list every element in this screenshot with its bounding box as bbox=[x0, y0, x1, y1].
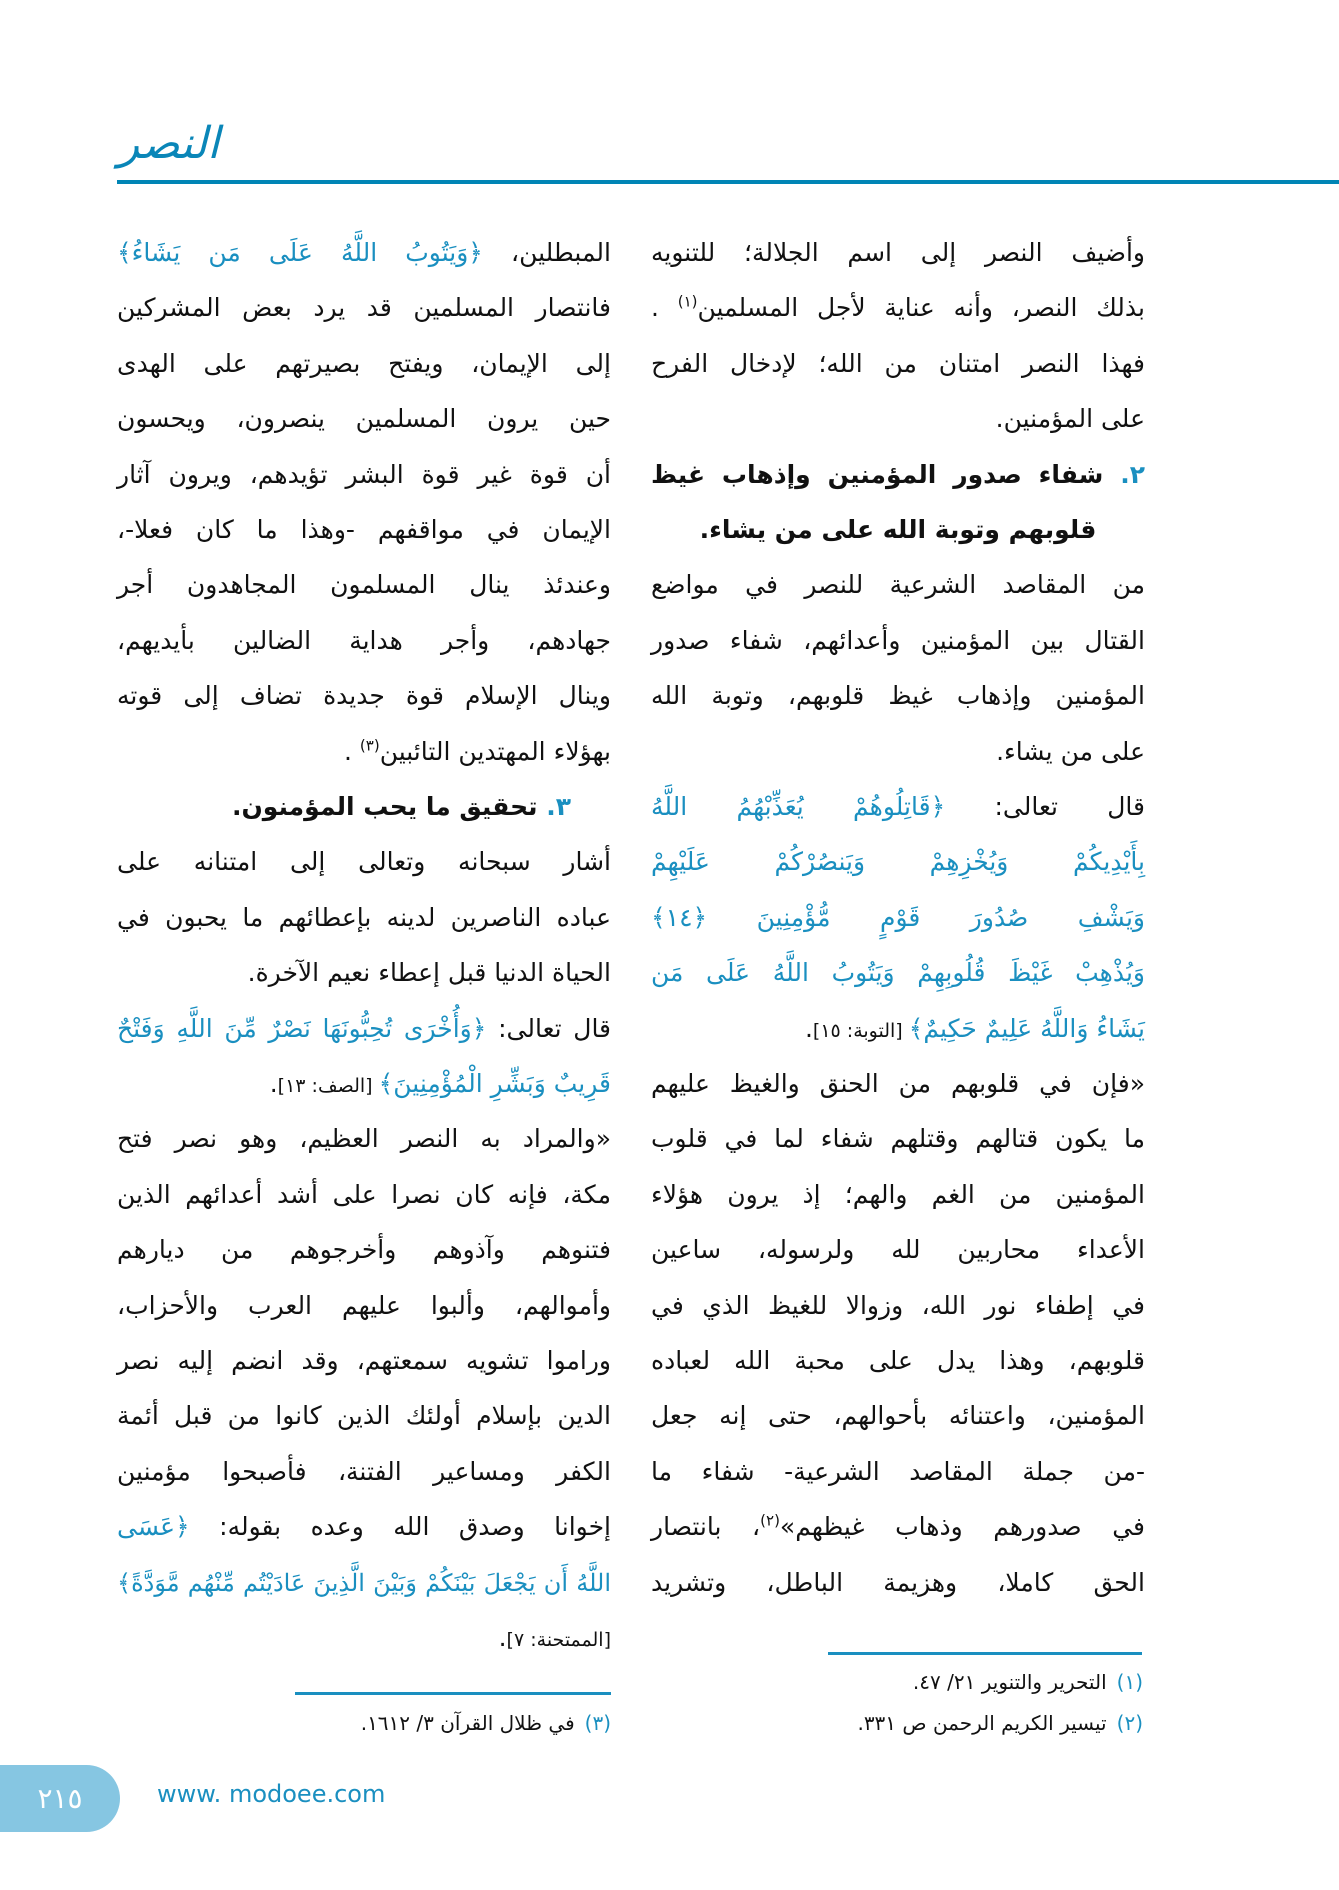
verse-reference: [الممتحنة: ٧] bbox=[506, 1629, 611, 1651]
text-segment: فانتصار المسلمين قد يرد بعض المشركين bbox=[117, 293, 611, 323]
text-line bbox=[117, 283, 611, 333]
text-line bbox=[651, 1558, 1145, 1608]
quran-verse: قَرِيبٌ وَبَشِّرِ الْمُؤْمِنِينَ﴾ bbox=[378, 1069, 611, 1098]
text-line bbox=[117, 1502, 611, 1552]
text-line bbox=[651, 450, 1145, 500]
footnote-number: (١) bbox=[1116, 1670, 1143, 1694]
footnote-3 bbox=[361, 1711, 611, 1735]
footnote-1 bbox=[913, 1670, 1143, 1694]
quran-verse: وَيَشْفِ صُدُورَ قَوْمٍ مُّؤْمِنِينَ ﴿١٤﴾ bbox=[651, 902, 1145, 932]
text-line bbox=[651, 1281, 1145, 1331]
quran-verse: اللَّهُ أَن يَجْعَلَ بَيْنَكُمْ وَبَيْنَ الَّذِينَ عَادَيْتُم مِّنْهُم مَّوَدَّةً﴾ bbox=[117, 1568, 611, 1597]
text-line bbox=[117, 1336, 611, 1386]
text-line bbox=[117, 1225, 611, 1275]
footnote-separator-right bbox=[828, 1652, 1142, 1655]
text-line bbox=[117, 782, 611, 832]
text-line bbox=[117, 616, 611, 666]
text-segment: وراموا تشويه سمعتهم، وقد انضم إليه نصر bbox=[117, 1346, 611, 1375]
quran-verse: وَيُذْهِبْ غَيْظَ قُلُوبِهِمْ وَيَتُوبُ اللَّهُ عَلَى مَن bbox=[651, 958, 1145, 988]
text-line bbox=[651, 1004, 1145, 1054]
text-line bbox=[117, 727, 611, 777]
section-number: ٢. bbox=[1103, 459, 1146, 489]
text-line bbox=[117, 505, 611, 555]
text-line bbox=[651, 1170, 1145, 1220]
chapter-title: النصر bbox=[118, 118, 220, 169]
text-segment: بهؤلاء المهتدين التائبين bbox=[379, 736, 611, 766]
text-segment: قلوبهم، وهذا يدل على محبة الله لعباده bbox=[651, 1346, 1145, 1375]
text-line bbox=[651, 1447, 1145, 1497]
website-link[interactable]: www. modoee.com bbox=[157, 1780, 386, 1808]
text-segment: الحق كاملا، وهزيمة الباطل، وتشريد bbox=[651, 1567, 1145, 1597]
text-line bbox=[651, 1502, 1145, 1552]
footnote-number: (٢) bbox=[1116, 1711, 1143, 1735]
text-segment: في إطفاء نور الله، وزوالا للغيظ الذي في bbox=[651, 1290, 1145, 1320]
text-segment: على من يشاء. bbox=[996, 736, 1145, 766]
text-segment: الإيمان في مواقفهم -وهذا ما كان فعلا-، bbox=[117, 515, 611, 544]
text-line bbox=[117, 1281, 611, 1331]
header-rule bbox=[117, 180, 1339, 184]
text-line bbox=[117, 1558, 611, 1608]
text-line bbox=[117, 339, 611, 389]
text-segment: «والمراد به النصر العظيم، وهو نصر فتح bbox=[117, 1124, 611, 1154]
text-line bbox=[117, 1114, 611, 1164]
text-line bbox=[117, 394, 611, 444]
text-segment: الحياة الدنيا قبل إعطاء نعيم الآخرة. bbox=[247, 958, 611, 988]
text-line bbox=[651, 1225, 1145, 1275]
text-line bbox=[117, 1447, 611, 1497]
text-segment: الدين بإسلام أولئك الذين كانوا من قبل أئمة bbox=[117, 1401, 611, 1431]
text-line bbox=[117, 228, 611, 278]
footnote-marker: (٢) bbox=[760, 1511, 780, 1530]
text-segment: إلى الإيمان، ويفتح بصيرتهم على الهدى bbox=[117, 348, 611, 378]
text-segment: ما يكون قتالهم وقتلهم شفاء لما في قلوب bbox=[651, 1124, 1145, 1154]
text-line bbox=[651, 1391, 1145, 1441]
text-line bbox=[117, 837, 611, 887]
text-line bbox=[651, 1336, 1145, 1386]
text-line bbox=[651, 616, 1145, 666]
text-segment: تحقيق ما يحب المؤمنون. bbox=[231, 792, 538, 821]
text-segment: . bbox=[498, 1623, 507, 1652]
text-line bbox=[651, 394, 1145, 444]
text-segment: حين يرون المسلمين ينصرون، ويحسون bbox=[117, 404, 611, 434]
text-line bbox=[117, 1170, 611, 1220]
text-line bbox=[117, 560, 611, 610]
quran-verse: بِأَيْدِيكُمْ وَيُخْزِهِمْ وَيَنصُرْكُمْ عَلَيْهِمْ bbox=[651, 847, 1145, 877]
text-segment: على المؤمنين. bbox=[995, 404, 1145, 434]
text-segment: إخوانا وصدق الله وعده بقوله: bbox=[189, 1512, 611, 1542]
quran-verse: يَشَاءُ وَاللَّهُ عَلِيمٌ حَكِيمٌ﴾ bbox=[908, 1013, 1145, 1043]
text-line bbox=[651, 837, 1145, 887]
quran-verse: ﴿وَأُخْرَى تُحِبُّونَهَا نَصْرٌ مِّنَ اللَّهِ وَفَتْحٌ bbox=[117, 1013, 487, 1043]
footnote-marker: (٣) bbox=[359, 736, 380, 755]
text-segment: القتال بين المؤمنين وأعدائهم، شفاء صدور bbox=[651, 625, 1145, 655]
text-segment: وأضيف النصر إلى اسم الجلالة؛ للتنويه bbox=[651, 238, 1145, 267]
text-segment: فهذا النصر امتنان من الله؛ لإدخال الفرح bbox=[651, 348, 1145, 378]
quran-verse: ﴿وَيَتُوبُ اللَّهُ عَلَى مَن يَشَاءُ﴾ bbox=[117, 238, 483, 267]
text-line bbox=[117, 1004, 611, 1054]
text-line bbox=[117, 450, 611, 500]
text-line bbox=[117, 671, 611, 721]
text-line bbox=[117, 1391, 611, 1441]
text-segment: وأموالهم، وألبوا عليهم العرب والأحزاب، bbox=[117, 1290, 611, 1320]
text-segment: وينال الإسلام قوة جديدة تضاف إلى قوته bbox=[117, 681, 611, 711]
text-segment: المؤمنين من الغم والهم؛ إذ يرون هؤلاء bbox=[651, 1179, 1145, 1209]
text-segment: . bbox=[344, 736, 360, 766]
text-line bbox=[651, 1059, 1145, 1109]
text-line bbox=[117, 1059, 611, 1109]
text-segment: وعندئذ ينال المسلمون المجاهدون أجر bbox=[117, 570, 611, 600]
text-segment: مكة، فإنه كان نصرا على أشد أعدائهم الذين bbox=[117, 1179, 611, 1209]
text-line bbox=[117, 1613, 611, 1663]
verse-reference: [الصف: ١٣] bbox=[277, 1075, 379, 1097]
text-segment: المؤمنين وإذهاب غيظ قلوبهم، وتوبة الله bbox=[651, 681, 1145, 711]
text-segment: في صدورهم وذهاب غيظهم» bbox=[779, 1512, 1145, 1542]
text-segment: المبطلين، bbox=[482, 238, 611, 267]
page-number: ٢١٥ bbox=[0, 1765, 120, 1832]
footnote-text: تيسير الكريم الرحمن ص ٣٣١. bbox=[857, 1711, 1107, 1735]
text-segment: . bbox=[651, 293, 678, 323]
text-segment: . bbox=[269, 1069, 278, 1098]
text-line bbox=[117, 893, 611, 943]
text-segment: -من جملة المقاصد الشرعية- شفاء ما bbox=[651, 1456, 1145, 1486]
text-line bbox=[651, 339, 1145, 389]
text-segment: الكفر ومساعير الفتنة، فأصبحوا مؤمنين bbox=[117, 1456, 611, 1486]
footnote-text: التحرير والتنوير ٢١/ ٤٧. bbox=[912, 1670, 1107, 1694]
text-line bbox=[651, 560, 1145, 610]
text-segment: «فإن في قلوبهم من الحنق والغيظ عليهم bbox=[651, 1069, 1145, 1098]
text-segment: شفاء صدور المؤمنين وإذهاب غيظ bbox=[651, 459, 1104, 489]
text-segment: فتنوهم وآذوهم وأخرجوهم من ديارهم bbox=[117, 1235, 611, 1265]
quran-verse: ﴿قَاتِلُوهُمْ يُعَذِّبْهُمُ اللَّهُ bbox=[651, 792, 946, 821]
footnote-2 bbox=[857, 1711, 1143, 1735]
text-segment: أن قوة غير قوة البشر تؤيدهم، ويرون آثار bbox=[117, 459, 611, 489]
text-segment: قال تعالى: bbox=[945, 792, 1145, 821]
text-line bbox=[651, 782, 1145, 832]
text-line bbox=[651, 228, 1145, 278]
text-segment: المؤمنين، واعتنائه بأحوالهم، حتى إنه جعل bbox=[651, 1401, 1145, 1431]
text-segment: جهادهم، وأجر هداية الضالين بأيديهم، bbox=[117, 625, 611, 655]
verse-reference: [التوبة: ١٥] bbox=[812, 1019, 909, 1042]
section-number: ٣. bbox=[537, 792, 571, 821]
text-line bbox=[651, 727, 1145, 777]
text-segment: الأعداء محاربين لله ولرسوله، ساعين bbox=[651, 1235, 1145, 1265]
text-segment: قال تعالى: bbox=[486, 1013, 612, 1043]
footnote-separator-left bbox=[295, 1692, 611, 1695]
text-segment: قلوبهم وتوبة الله على من يشاء. bbox=[699, 515, 1097, 544]
text-segment: من المقاصد الشرعية للنصر في مواضع bbox=[651, 570, 1145, 600]
text-segment: ، بانتصار bbox=[651, 1512, 761, 1542]
text-line bbox=[651, 505, 1145, 555]
text-segment: بذلك النصر، وأنه عناية لأجل المسلمين bbox=[697, 293, 1145, 323]
text-segment: أشار سبحانه وتعالى إلى امتنانه على bbox=[117, 847, 611, 877]
footnote-text: في ظلال القرآن ٣/ ١٦١٢. bbox=[360, 1711, 575, 1735]
quran-verse: ﴿عَسَى bbox=[117, 1512, 190, 1542]
text-line bbox=[651, 283, 1145, 333]
text-line bbox=[651, 893, 1145, 943]
text-line bbox=[651, 1114, 1145, 1164]
text-segment: عباده الناصرين لدينه بإعطائهم ما يحبون في bbox=[117, 902, 611, 932]
footnote-marker: (١) bbox=[677, 293, 698, 312]
text-line bbox=[117, 948, 611, 998]
text-line bbox=[651, 948, 1145, 998]
footnote-number: (٣) bbox=[584, 1711, 611, 1735]
text-segment: . bbox=[804, 1013, 813, 1043]
text-line bbox=[651, 671, 1145, 721]
